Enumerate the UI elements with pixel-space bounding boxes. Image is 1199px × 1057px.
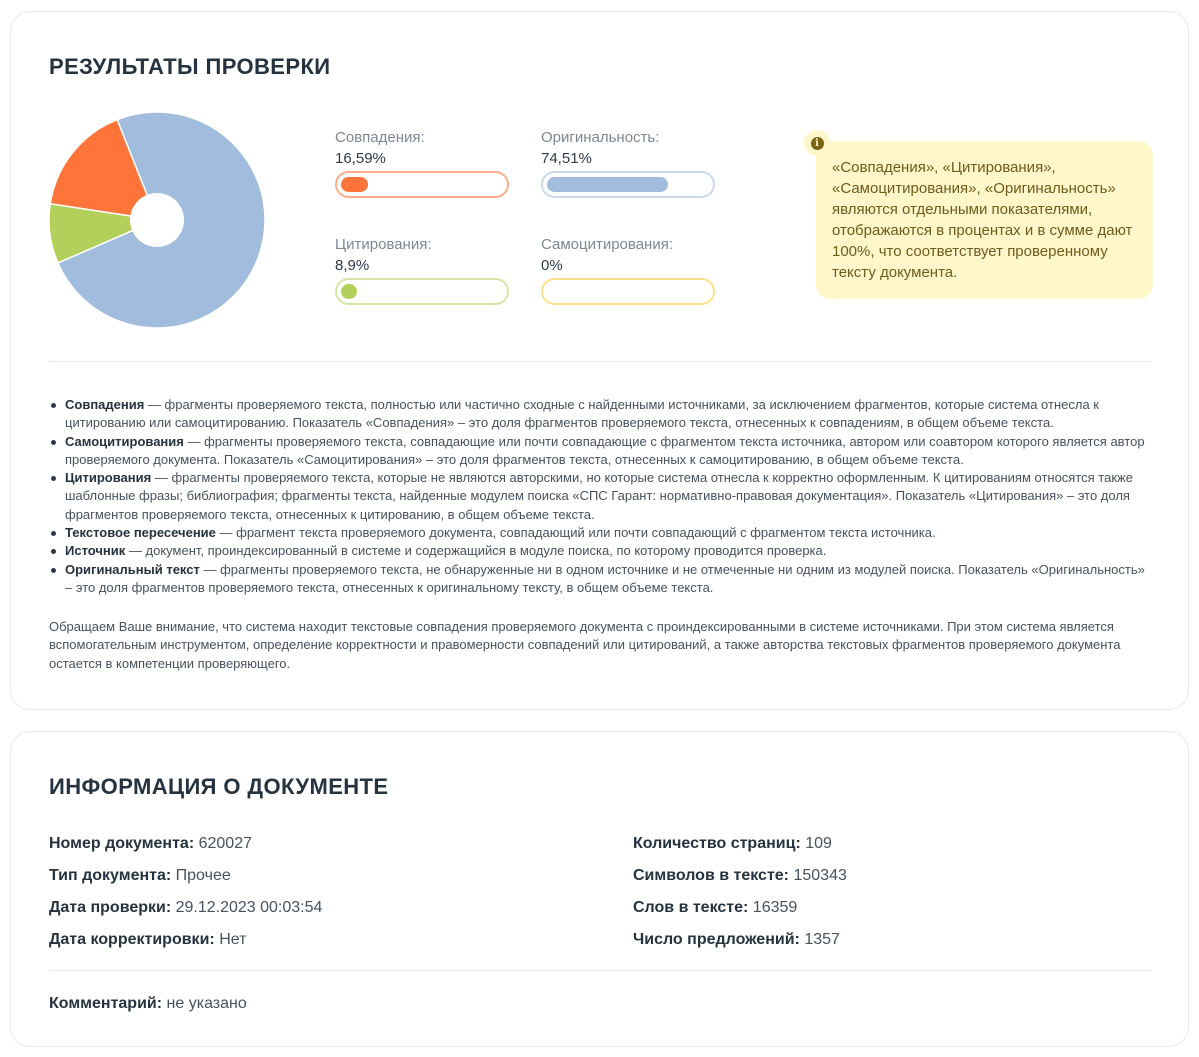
doc-chars: Символов в тексте: 150343 [633, 867, 847, 884]
definition-item [49, 396, 1149, 433]
definition-item [49, 469, 1149, 524]
definition-text: — фрагменты проверяемого текста, не обнаруженные ни в одном источнике и не отмеченные ни одним из модулей поиска. Показатель «Оригинальность» – это доля фрагментов проверяемого текста, отнесенных к оригинальному тексту, в общем объеме текста. [65, 561, 1145, 595]
results-pie-chart [49, 112, 265, 328]
originality-progress-bar [541, 171, 715, 198]
document-info-card [10, 731, 1189, 1047]
definition-text: — фрагменты проверяемого текста, полностью или частично сходные с найденными источниками, за исключением фрагментов, которые система отнесла к цитированию или самоцитированию. Показатель «Совпадения» – это доля фрагментов проверяемого текста, отнесенных к совпадениям, в общем объеме текста. [65, 397, 1099, 431]
pie-center-hole [130, 193, 184, 247]
metric-matches [335, 129, 509, 168]
info-icon: i [804, 130, 830, 156]
divider [49, 361, 1152, 362]
definition-term: Оригинальный текст [65, 561, 200, 577]
definition-term: Совпадения [65, 397, 145, 412]
matches-progress-bar [335, 171, 509, 198]
metric-citations-value: 8,9% [335, 257, 370, 274]
metric-citations-label: Цитирования: [335, 236, 432, 253]
matches-progress-fill [341, 177, 368, 192]
doc-correction-date: Дата корректировки: Нет [49, 931, 247, 948]
definition-item [49, 433, 1149, 470]
notice-text: Обращаем Ваше внимание, что система находит текстовые совпадения проверяемого документа с проиндексированными в системе источниками. При этом система является вспомогательным инструментом, определение корректности и правомерности совпадений или цитирований, а также авторства текстовых фрагментов проверяемого документа остается в компетенции проверяющего. [49, 619, 1121, 671]
definition-text: — документ, проиндексированный в системе и содержащийся в модуле поиска, по которому проводится проверка. [125, 543, 827, 559]
citations-progress-fill [341, 284, 357, 299]
document-info-title: ИНФОРМАЦИЯ О ДОКУМЕНТЕ [49, 774, 389, 799]
doc-number: Номер документа: 620027 [49, 835, 252, 852]
definition-term: Самоцитирования [65, 433, 184, 449]
definition-item [49, 561, 1149, 598]
definition-term: Текстовое пересечение [65, 525, 216, 541]
definition-term: Цитирования [65, 470, 152, 486]
doc-pages: Количество страниц: 109 [633, 835, 832, 852]
results-card [10, 11, 1189, 710]
metric-matches-value: 16,59% [335, 150, 386, 167]
metric-self-citations-value: 0% [541, 257, 563, 274]
definition-item [49, 524, 1149, 542]
metric-originality-value: 74,51% [541, 150, 592, 167]
metric-self-citations [541, 236, 715, 275]
definition-text: — фрагменты проверяемого текста, совпадающие или почти совпадающие с фрагментом текста источника, автором или соавтором которого является автор проверяемого документа. Показатель «Самоцитирования» – это доля фрагментов текста, отнесенных к самоцитированию, в общем объеме текста. [65, 433, 1145, 467]
definition-text: — фрагменты проверяемого текста, которые не являются авторскими, но которые система отнесла к корректно оформленным. К цитированиям относятся также шаблонные фразы; библиография; фрагменты текста, найденные модулем поиска «СПС Гарант: нормативно-правовая документация». Показатель «Цитирования» – это доля фрагментов проверяемого текста, отнесенных к цитированию, в общем объеме текста. [65, 470, 1133, 522]
definition-item [49, 542, 1149, 560]
metric-matches-label: Совпадения: [335, 129, 425, 146]
doc-sentences: Число предложений: 1357 [633, 931, 840, 948]
metric-self-citations-label: Самоцитирования: [541, 236, 673, 253]
doc-words: Слов в тексте: 16359 [633, 899, 798, 916]
doc-type: Тип документа: Прочее [49, 867, 231, 884]
doc-comment: Комментарий: не указано [49, 995, 247, 1012]
definitions-list [49, 396, 1149, 597]
self-citations-progress-bar [541, 278, 715, 305]
doc-check-date: Дата проверки: 29.12.2023 00:03:54 [49, 899, 323, 916]
info-note [815, 137, 1153, 299]
citations-progress-bar [335, 278, 509, 305]
metric-originality [541, 129, 715, 168]
info-note-text: «Совпадения», «Цитирования», «Самоцитирования», «Оригинальность» являются отдельными показателями, отображаются в процентах и в сумме дают 100%, что соответствует проверенному тексту документа. [832, 159, 1133, 281]
definition-text: — фрагмент текста проверяемого документа, совпадающий или почти совпадающий с фрагментом текста источника. [215, 525, 936, 541]
results-title: РЕЗУЛЬТАТЫ ПРОВЕРКИ [49, 54, 331, 79]
divider [49, 970, 1152, 971]
originality-progress-fill [547, 177, 668, 192]
metric-citations [335, 236, 509, 275]
definition-term: Источник [65, 543, 126, 559]
metric-originality-label: Оригинальность: [541, 129, 660, 146]
